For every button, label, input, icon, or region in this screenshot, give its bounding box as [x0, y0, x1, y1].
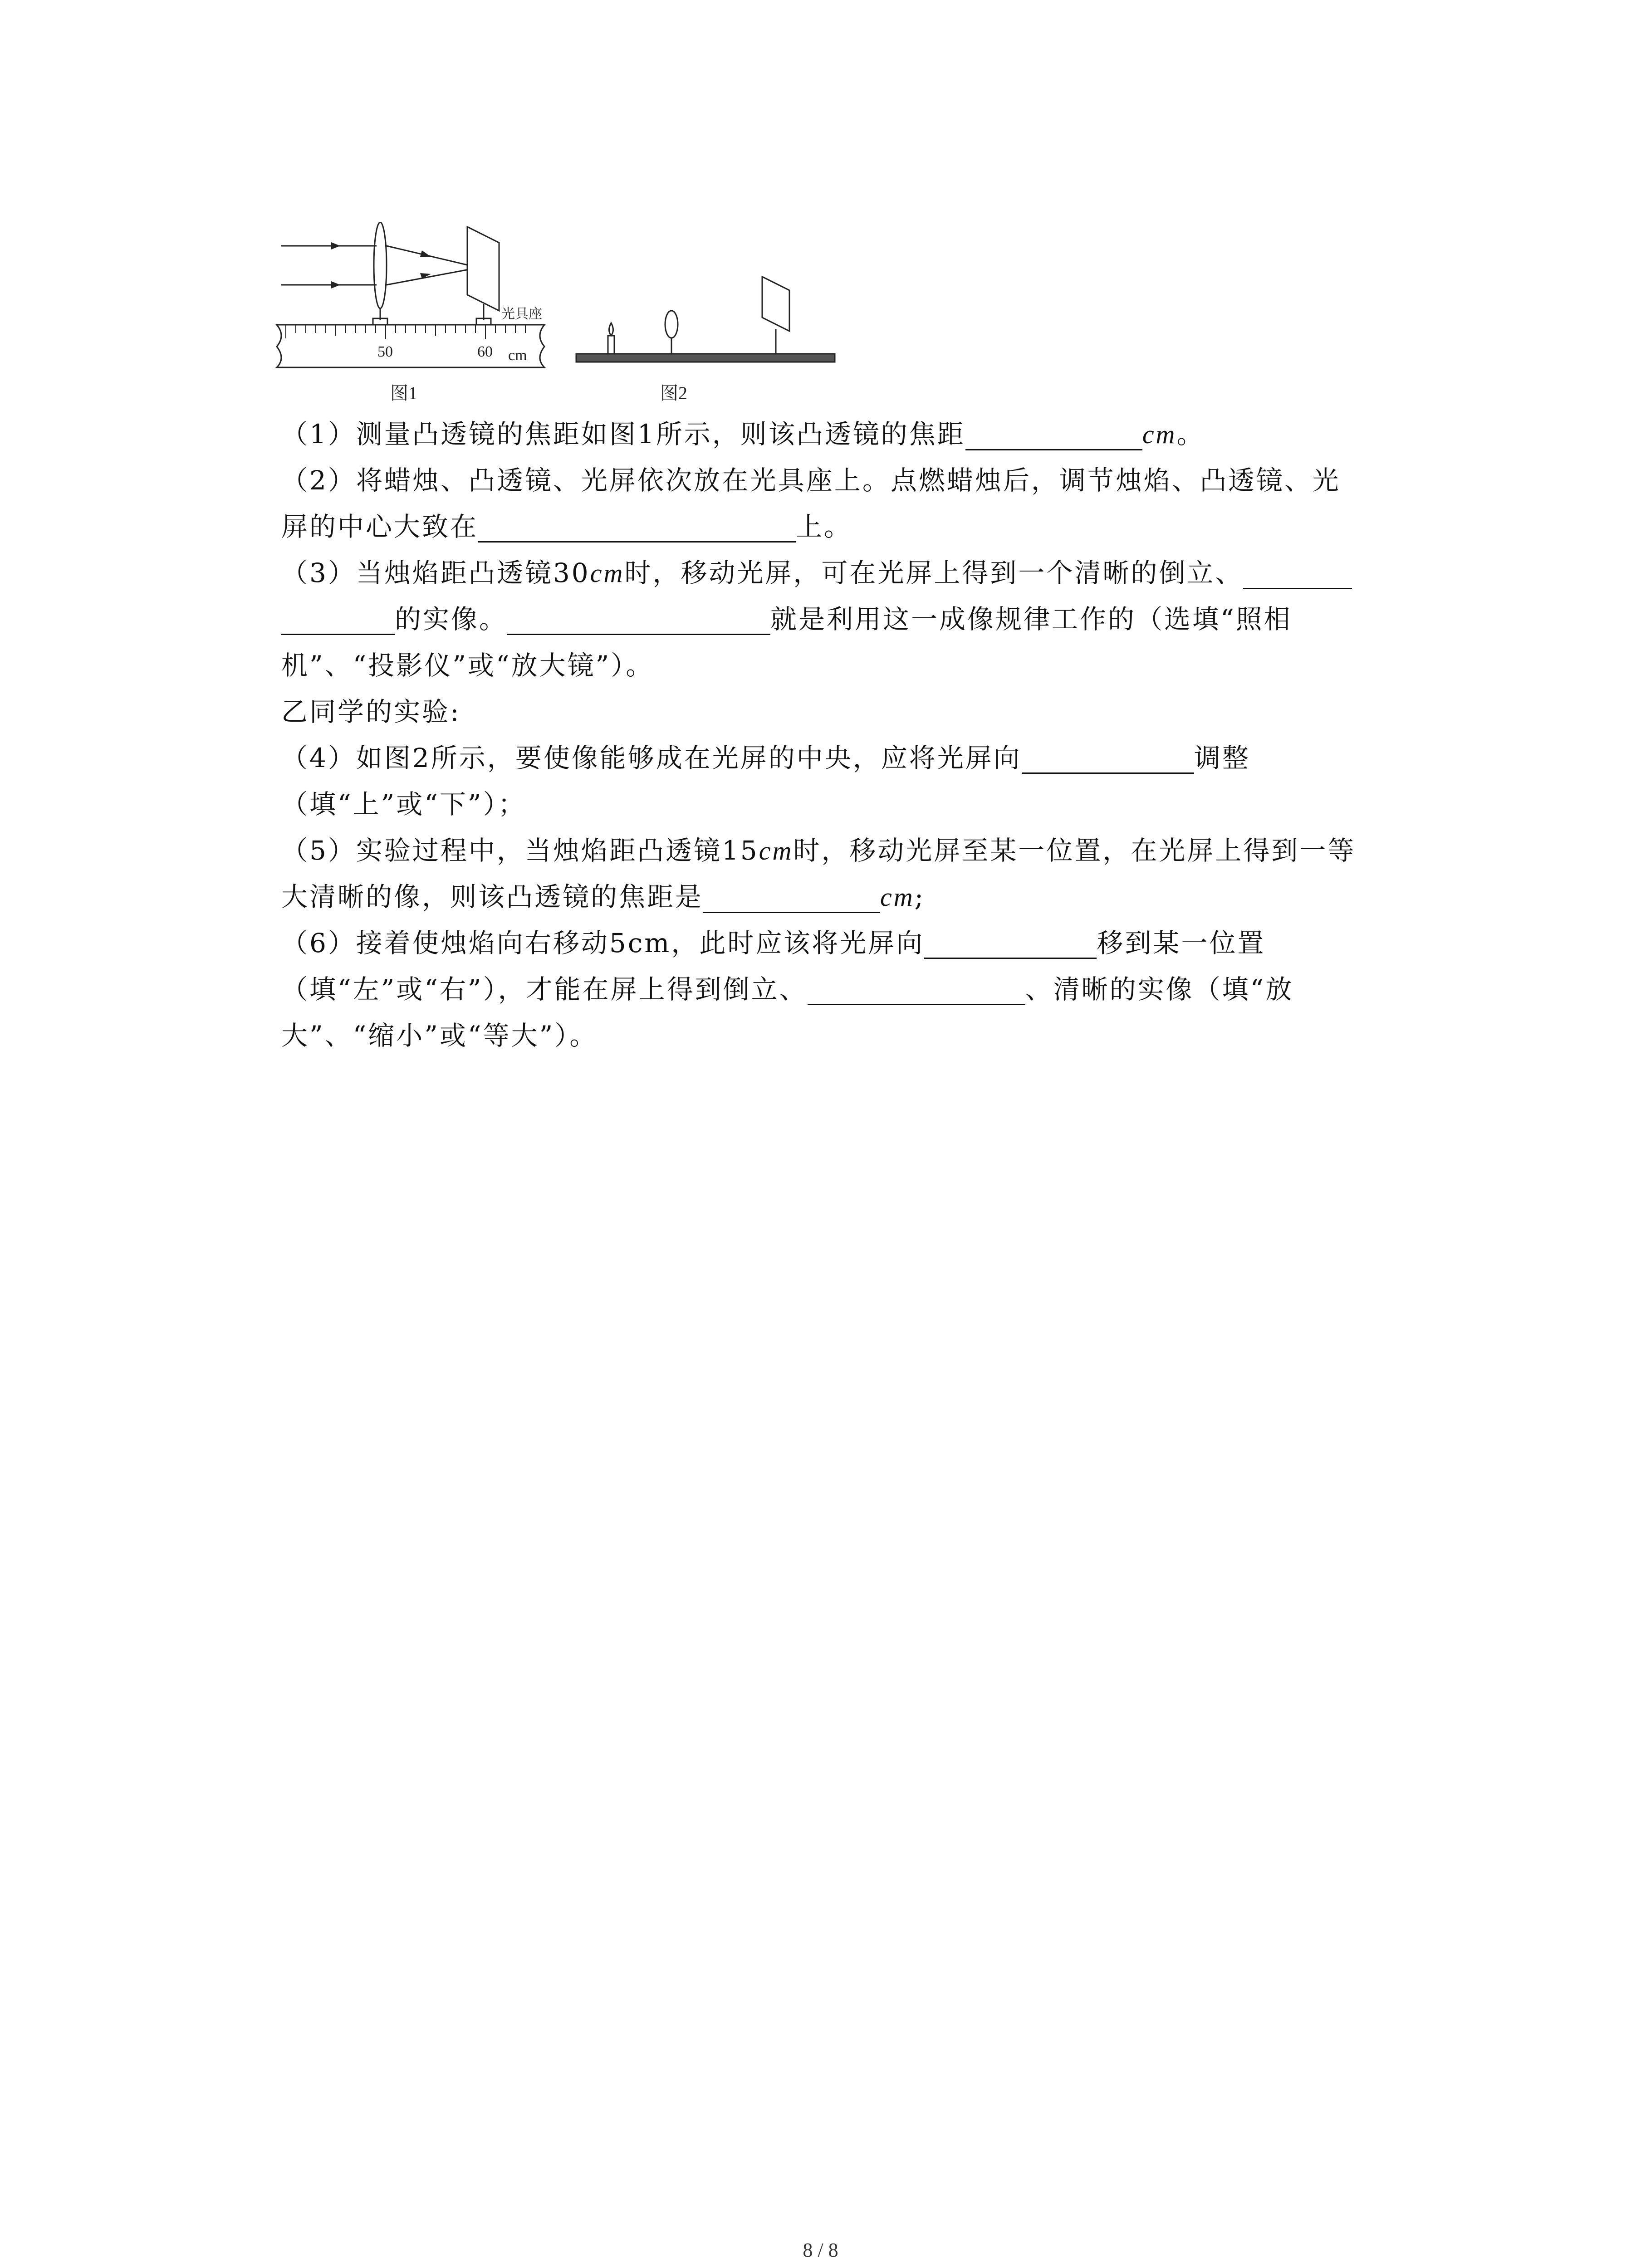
q5-unit: cm	[759, 836, 794, 865]
optics-figures	[272, 222, 839, 404]
q6-answer-blank-1[interactable]	[924, 932, 1097, 959]
q6-line1a: （6）接着使烛焰向右移动5	[281, 928, 628, 958]
section2-title: 乙同学的实验:	[281, 696, 461, 727]
q6-line1c: 移到某一位置	[1097, 928, 1266, 958]
question-5-line2	[281, 881, 925, 913]
q6-line3: 大”、“缩小”或“等大”）。	[281, 1020, 598, 1051]
ruler-label-60: 60	[477, 343, 493, 360]
q5-unit-2: cm	[880, 882, 915, 912]
q4-line1a: （4）如图2所示，要使像能够成在光屏的中央，应将光屏向	[281, 743, 1022, 773]
question-5-line1	[281, 835, 1356, 867]
figure-1-caption: 图1	[390, 383, 417, 403]
q3-line1a: （3）当烛焰距凸透镜30	[281, 557, 590, 588]
optical-bench-label: 光具座	[501, 306, 542, 322]
q6-line2a: （填“左”或“右”），才能在屏上得到倒立、	[281, 974, 808, 1005]
q6-line1b: ，此时应该将光屏向	[671, 928, 925, 958]
q6-answer-blank-2[interactable]	[808, 978, 1025, 1005]
question-2-line2	[281, 511, 852, 543]
q4-answer-blank[interactable]	[1022, 747, 1194, 774]
q3-answer-blank-2[interactable]	[507, 608, 770, 635]
figure-1-focal-length	[277, 222, 544, 367]
q6-line2b: 、清晰的实像（填“放	[1025, 974, 1294, 1005]
figure-2-bench-setup	[576, 277, 835, 362]
q5-line1b: 时，移动光屏至某一位置，在光屏上得到一等	[793, 835, 1356, 866]
question-3-line3	[281, 650, 654, 681]
q3-line3: 机”、“投影仪”或“放大镜”）。	[281, 650, 654, 681]
q2-line2a: 屏的中心大致在	[281, 511, 479, 542]
q4-line1b: 调整	[1194, 743, 1250, 773]
ruler-label-cm: cm	[508, 347, 527, 364]
q3-line1b: 时，移动光屏，可在光屏上得到一个清晰的倒立、	[624, 557, 1244, 588]
section-heading-yi	[281, 696, 461, 728]
q1-end: 。	[1176, 419, 1205, 450]
q6-unit: cm	[627, 928, 671, 958]
question-3-line1	[281, 557, 1352, 589]
q1-text: （1）测量凸透镜的焦距如图1所示，则该凸透镜的焦距	[281, 419, 965, 450]
q2-answer-blank[interactable]	[478, 516, 796, 543]
q5-answer-blank[interactable]	[703, 886, 880, 913]
ruler-label-50: 50	[377, 343, 393, 360]
q3-unit: cm	[590, 558, 625, 588]
q5-line1a: （5）实验过程中，当烛焰距凸透镜15	[281, 835, 759, 866]
question-6-line2	[281, 973, 1293, 1005]
q3-answer-blank-1[interactable]	[1243, 562, 1352, 589]
question-4-line1	[281, 742, 1250, 774]
question-2-line1	[281, 464, 1341, 496]
question-3-line2	[281, 603, 1292, 635]
page-number: 8 / 8	[803, 2239, 838, 2261]
q1-answer-blank[interactable]	[965, 424, 1142, 450]
q5-line2a: 大清晰的像，则该凸透镜的焦距是	[281, 881, 704, 912]
q5-line2b: ;	[914, 881, 926, 912]
q2-line1: （2）将蜡烛、凸透镜、光屏依次放在光具座上。点燃蜡烛后，调节烛焰、凸透镜、光	[281, 465, 1341, 496]
q1-unit: cm	[1142, 420, 1177, 449]
figure-2-caption: 图2	[660, 383, 687, 403]
question-1	[281, 418, 1205, 450]
question-6-line3	[281, 1020, 598, 1051]
q3-answer-blank-1-continued[interactable]	[281, 608, 395, 635]
question-4-line2	[281, 788, 526, 820]
q4-line2: （填“上”或“下”）；	[281, 789, 526, 820]
q3-line2a: 的实像。	[395, 604, 508, 635]
q2-line2b: 上。	[796, 511, 852, 542]
q3-line2b: 就是利用这一成像规律工作的（选填“照相	[770, 604, 1292, 635]
question-6-line1	[281, 927, 1265, 959]
